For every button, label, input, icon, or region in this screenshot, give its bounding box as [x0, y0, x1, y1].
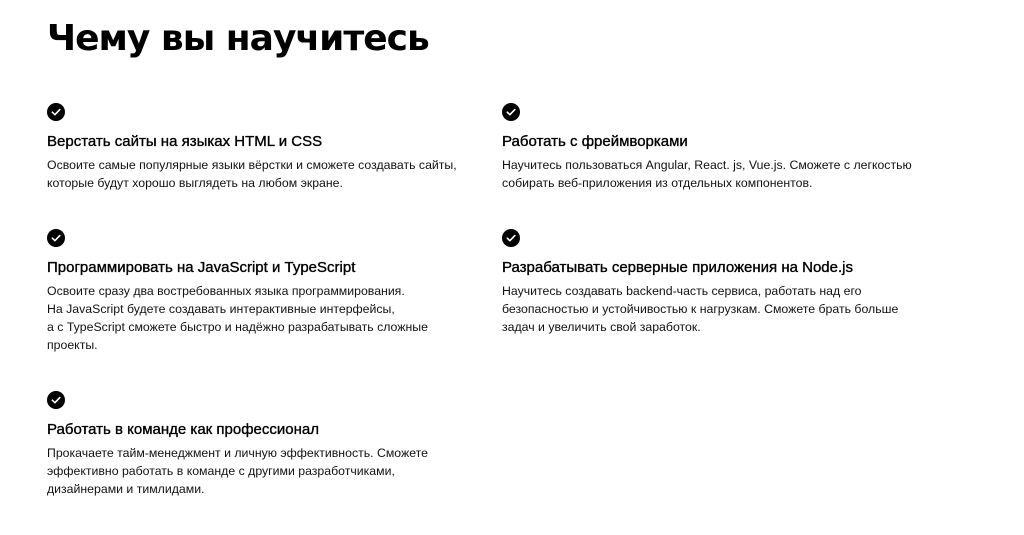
- skill-description-line: На JavaScript будете создавать интерактивные интерфейсы,: [47, 302, 395, 316]
- skill-item-javascript-typescript: [47, 229, 477, 354]
- check-circle-icon: [502, 229, 520, 247]
- skill-description: [47, 156, 477, 192]
- skill-description-line: безопасностью и устойчивостью к нагрузкам. Сможете брать больше: [502, 302, 899, 316]
- skill-item-teamwork: [47, 391, 477, 498]
- skill-description-line: Научитесь создавать backend-часть сервиса, работать над его: [502, 284, 862, 298]
- skill-description-line: которые будут хорошо выглядеть на любом экране.: [47, 176, 343, 190]
- skill-title: Разрабатывать серверные приложения на Node.js: [502, 259, 853, 276]
- skill-description-line: задач и увеличить свой заработок.: [502, 320, 701, 334]
- skill-description-line: дизайнерами и тимлидами.: [47, 482, 205, 496]
- skill-description: [502, 156, 932, 192]
- skill-item-html-css: [47, 103, 477, 192]
- skill-description-line: проекты.: [47, 338, 98, 352]
- skill-item-nodejs: [502, 229, 932, 336]
- skill-description: [502, 282, 932, 336]
- skill-description-line: собирать веб-приложения из отдельных компонентов.: [502, 176, 813, 190]
- skill-description-line: Освоите самые популярные языки вёрстки и сможете создавать сайты,: [47, 158, 457, 172]
- skill-description-line: Освоите сразу два востребованных языка программирования.: [47, 284, 405, 298]
- skill-title: Программировать на JavaScript и TypeScript: [47, 259, 356, 276]
- check-circle-icon: [47, 391, 65, 409]
- check-circle-icon: [47, 229, 65, 247]
- page-title: Чему вы научитесь: [47, 18, 429, 59]
- skill-item-frameworks: [502, 103, 932, 192]
- check-circle-icon: [47, 103, 65, 121]
- skill-title: Верстать сайты на языках HTML и CSS: [47, 133, 323, 150]
- skill-title: Работать в команде как профессионал: [47, 421, 319, 438]
- skill-description-line: Научитесь пользоваться Angular, React. js, Vue.js. Сможете с легкостью: [502, 158, 912, 172]
- skill-description: [47, 282, 477, 354]
- check-circle-icon: [502, 103, 520, 121]
- skill-description-line: а с TypeScript сможете быстро и надёжно разрабатывать сложные: [47, 320, 428, 334]
- skill-description-line: Прокачаете тайм-менеджмент и личную эффективность. Сможете: [47, 446, 428, 460]
- skill-description: [47, 444, 477, 498]
- skill-description-line: эффективно работать в команде с другими разработчиками,: [47, 464, 395, 478]
- skill-title: Работать с фреймворками: [502, 133, 688, 150]
